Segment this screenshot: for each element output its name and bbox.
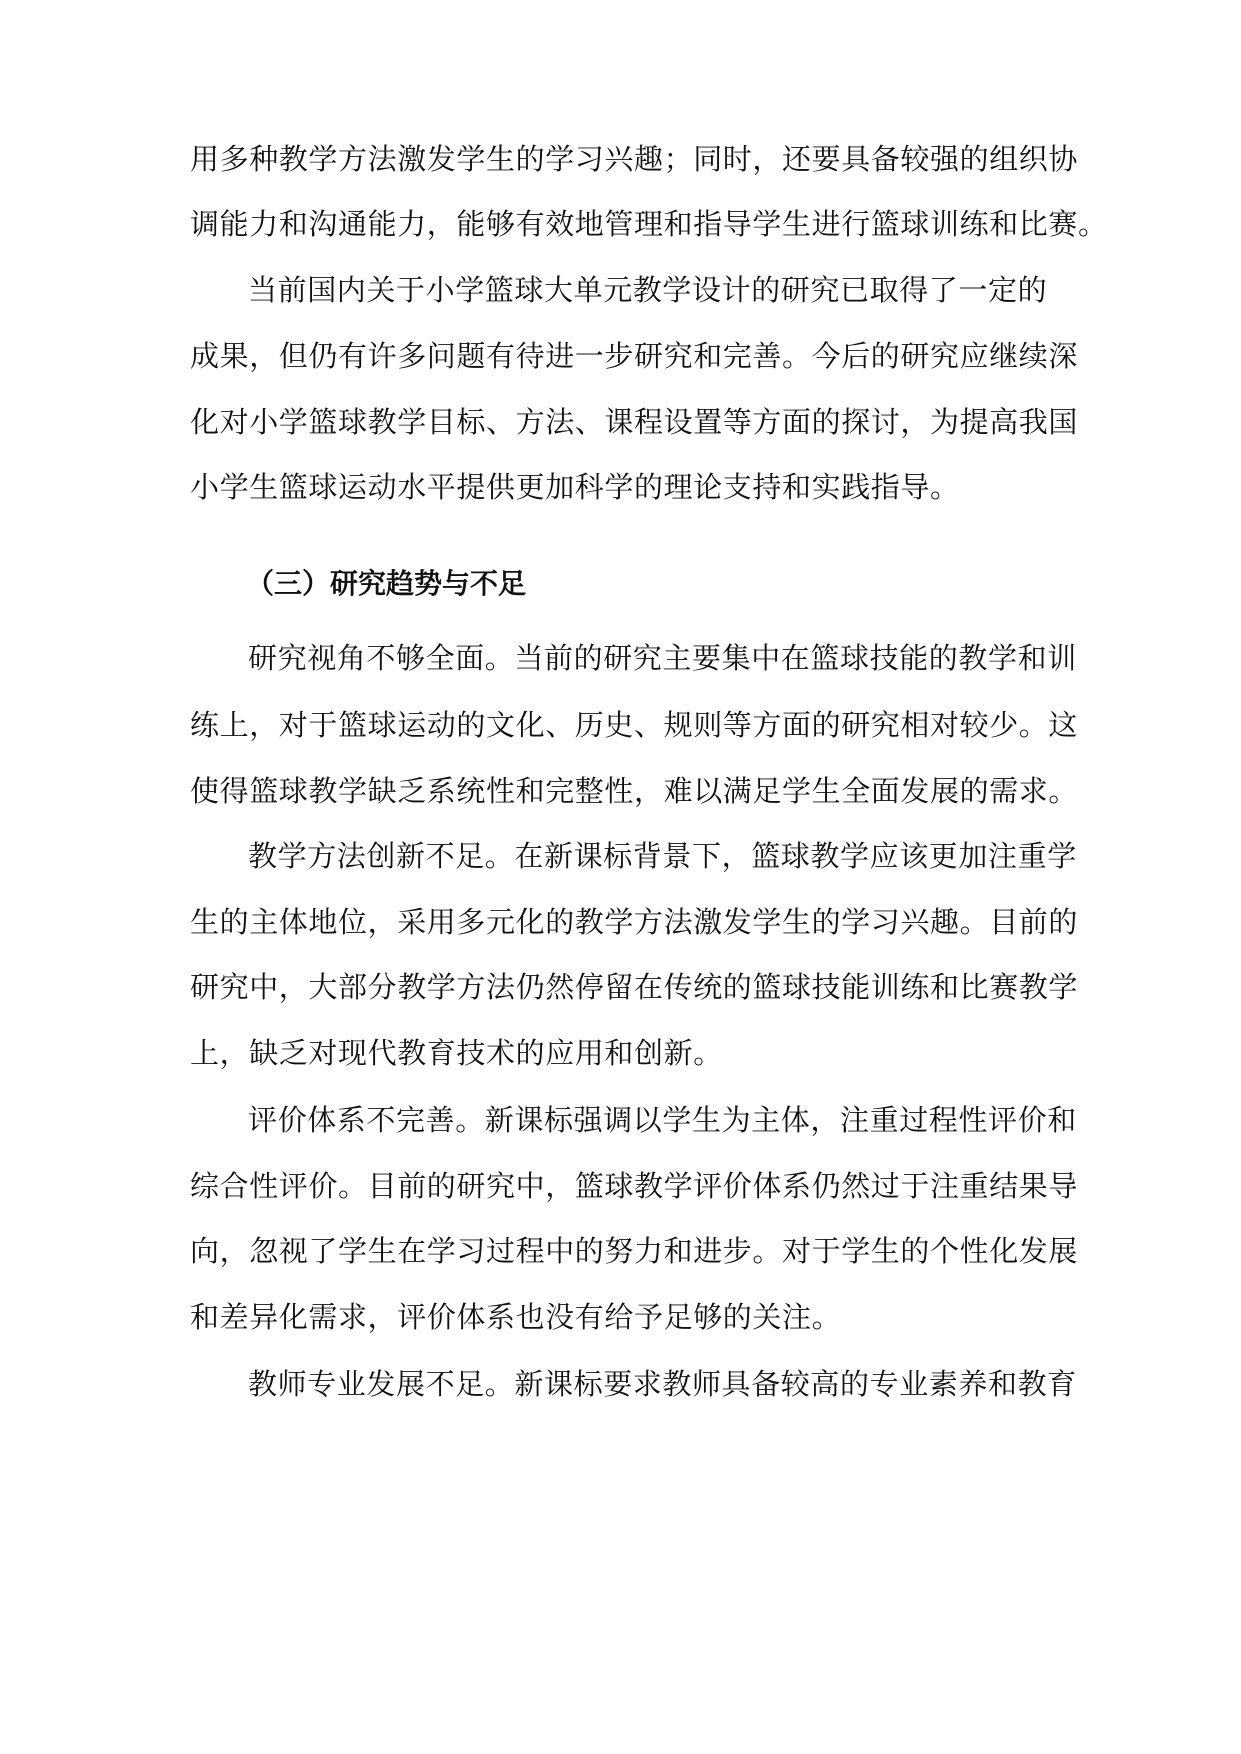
text-line: 用多种教学方法激发学生的学习兴趣；同时，还要具备较强的组织协 [190,142,1079,176]
text-line: 调能力和沟通能力，能够有效地管理和指导学生进行篮球训练和比赛。 [190,207,1108,241]
text-line: 综合性评价。目前的研究中，篮球教学评价体系仍然过于注重结果导 [190,1169,1079,1203]
text-line: 研究中，大部分教学方法仍然停留在传统的篮球技能训练和比赛教学 [190,970,1079,1004]
text-line: 研究视角不够全面。当前的研究主要集中在篮球技能的教学和训 [248,641,1077,675]
text-line: 上，缺乏对现代教育技术的应用和创新。 [190,1036,723,1070]
text-line: 教师专业发展不足。新课标要求教师具备较高的专业素养和教育 [248,1367,1077,1401]
text-line: 化对小学篮球教学目标、方法、课程设置等方面的探讨，为提高我国 [190,405,1079,439]
text-line: 向，忽视了学生在学习过程中的努力和进步。对于学生的个性化发展 [190,1234,1079,1268]
text-line: 和差异化需求，评价体系也没有给予足够的关注。 [190,1300,842,1334]
text-line: 使得篮球教学缺乏系统性和完整性，难以满足学生全面发展的需求。 [190,774,1079,808]
text-line: 评价体系不完善。新课标强调以学生为主体，注重过程性评价和 [248,1103,1077,1137]
text-line: 成果，但仍有许多问题有待进一步研究和完善。今后的研究应继续深 [190,339,1079,373]
text-line: 生的主体地位，采用多元化的教学方法激发学生的学习兴趣。目前的 [190,905,1079,939]
section-heading: （三）研究趋势与不足 [246,567,527,600]
text-line: 教学方法创新不足。在新课标背景下，篮球教学应该更加注重学 [248,839,1077,873]
text-line: 练上，对于篮球运动的文化、历史、规则等方面的研究相对较少。这 [190,708,1079,742]
text-line: 当前国内关于小学篮球大单元教学设计的研究已取得了一定的 [248,273,1048,307]
text-line: 小学生篮球运动水平提供更加科学的理论支持和实践指导。 [190,470,960,504]
